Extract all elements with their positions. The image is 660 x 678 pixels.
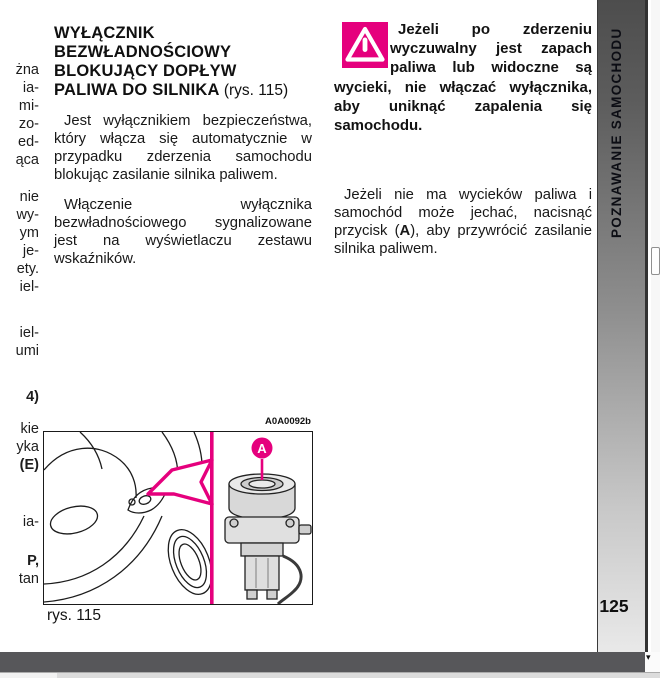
restore-text-post: ), aby przywrócić zasilanie silnika paliwem.: [334, 223, 592, 257]
clipped-text-line: kie: [20, 421, 39, 437]
clipped-text-line: iel-: [19, 325, 39, 341]
horizontal-scrollbar-segment: [0, 673, 57, 678]
car-sill-drawing: [44, 432, 220, 602]
chapter-tab-label: POZNAWANIE SAMOCHODU: [609, 27, 624, 238]
figure-code: A0A0092b: [265, 416, 311, 427]
clipped-text-line: żna: [15, 62, 39, 78]
clipped-left-column: [0, 0, 40, 678]
clipped-text-line: ety.: [16, 261, 39, 277]
main-text-column: [54, 24, 312, 268]
callout-arrow: [148, 460, 212, 504]
figure-caption: rys. 115: [47, 607, 101, 624]
secondary-text-column: [334, 20, 592, 257]
viewer-bottom-bar: [0, 652, 645, 672]
heading-line: PALIWA DO SILNIKA (rys. 115): [54, 81, 289, 99]
figure-illustration: [44, 432, 312, 604]
heading-line: BEZWŁADNOŚCIOWY: [54, 43, 232, 61]
button-a-reference: A: [399, 223, 411, 239]
clipped-text-line: wy-: [16, 207, 39, 223]
scrollbar-thumb[interactable]: [651, 247, 660, 275]
clipped-text-line: (E): [19, 457, 39, 473]
figure-divider: [210, 432, 214, 604]
heading-line: BLOKUJĄCY DOPŁYW: [54, 62, 237, 80]
clipped-text-line: P,: [27, 553, 39, 569]
clipped-text-line: nie: [19, 189, 39, 205]
paragraph-display-signal: Włączenie wyłącznika bezwładnościowego sygnalizowane jest na wyświetlaczu zestawu wskaźników.: [54, 197, 312, 267]
inertia-switch-drawing: [225, 474, 311, 604]
clipped-text-line: iel-: [19, 279, 39, 295]
clipped-text-line: ym: [19, 225, 39, 241]
vertical-scrollbar[interactable]: [651, 0, 660, 678]
chapter-tab: [597, 0, 648, 652]
clipped-text-line: umi: [15, 343, 39, 359]
svg-text:A: A: [257, 441, 267, 456]
clipped-text-line: je-: [22, 243, 39, 259]
restore-text-pre: Jeżeli nie ma wycieków paliwa i samochód może jechać, nacisnąć przycisk (: [334, 187, 592, 239]
paragraph-fuel-cutoff: Jest wyłącznikiem bezpieczeństwa, który włącza się automatycznie w przypadku zderzenia samochodu blokując zasilanie silnika paliwem.: [54, 113, 312, 183]
warning-text: Jeżeli po zderzeniu wyczuwalny jest zapach paliwa lub widoczne są wycieki, nie włączać wyłącznika, aby uniknąć zapalenia się samochodu.: [334, 21, 592, 135]
warning-note: [334, 20, 592, 135]
page-number: 125: [599, 596, 629, 616]
clipped-text-line: tan: [18, 571, 39, 587]
warning-triangle-icon: [334, 22, 380, 68]
clipped-text-line: ia-: [22, 514, 39, 530]
clipped-text-line: ia-: [22, 80, 39, 96]
section-heading: [54, 24, 312, 100]
figure-frame: [43, 431, 313, 605]
heading-line: WYŁĄCZNIK: [54, 24, 155, 42]
clipped-text-line: 4): [26, 389, 39, 405]
horizontal-scrollbar[interactable]: [0, 672, 660, 678]
clipped-text-line: ąca: [15, 152, 39, 168]
clipped-text-line: zo-: [18, 116, 39, 132]
clipped-text-line: mi-: [18, 98, 39, 114]
clipped-text-line: yka: [16, 439, 39, 455]
figure-reference: (rys. 115): [223, 82, 289, 99]
paragraph-restore-supply: [334, 186, 592, 258]
scroll-down-arrow-icon[interactable]: ▾: [645, 652, 660, 672]
clipped-text-line: ed-: [18, 134, 39, 150]
